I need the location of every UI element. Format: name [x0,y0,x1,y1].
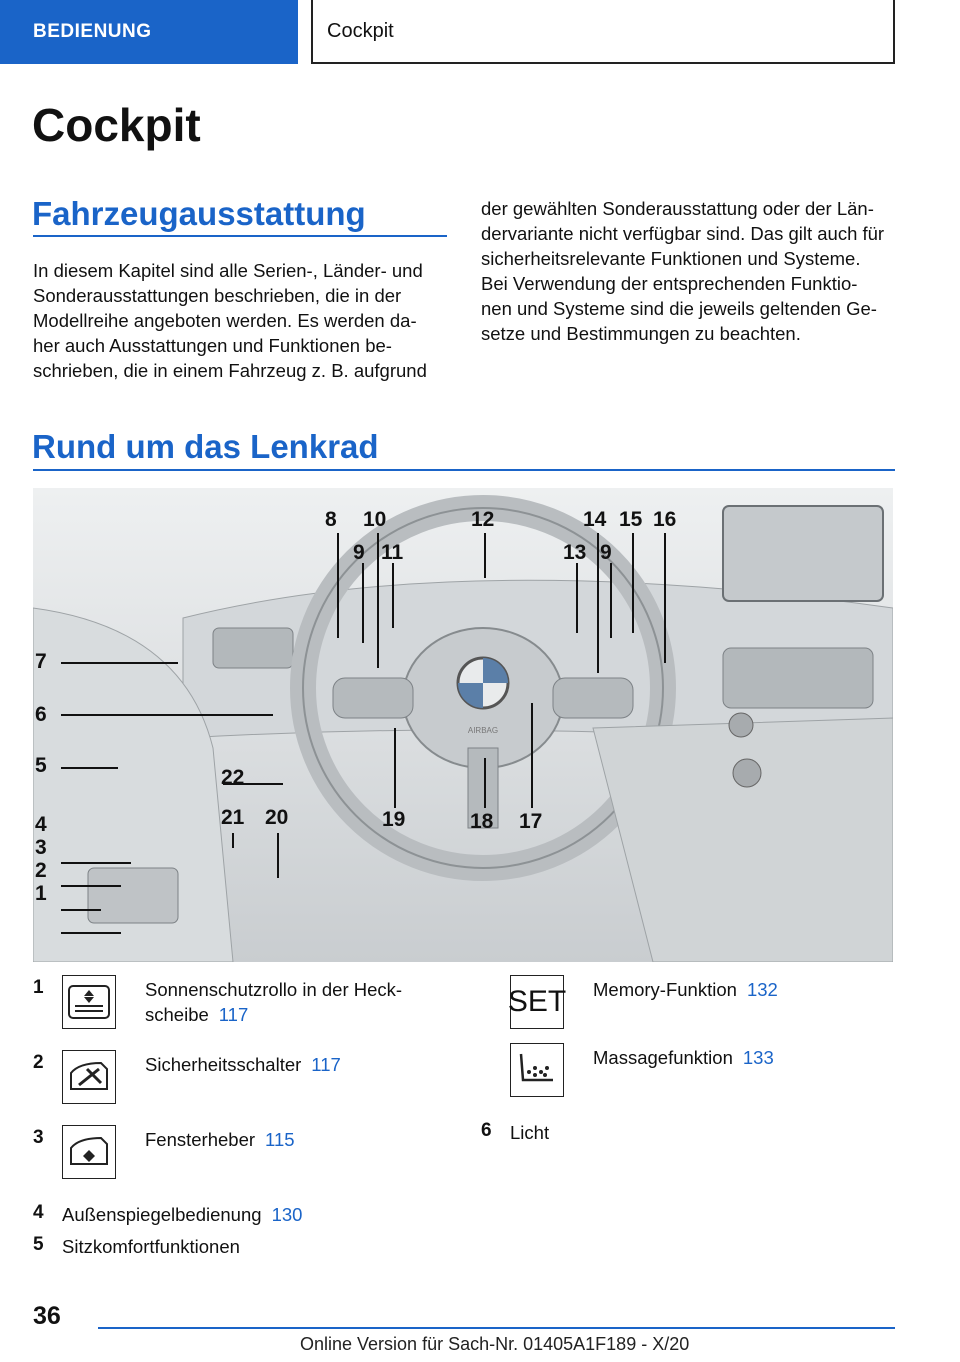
page-ref-link[interactable]: 130 [271,1204,303,1225]
heading-rule [33,235,447,237]
text-line: In diesem Kapitel sind alle Serien-, Länder- und [33,260,423,281]
heading-rule [33,469,895,471]
callout-5: 5 [35,754,47,777]
sunshade-rear-icon [62,975,116,1029]
callout-19: 19 [382,808,406,831]
intro-column-2 [481,196,884,346]
legend-num: 1 [33,977,44,998]
text-line: her auch Ausstattungen und Funktionen be- [33,335,392,356]
page-ref-link[interactable]: 117 [311,1054,341,1075]
memory-set-icon: SET [510,975,564,1029]
legend-text: Licht [510,1122,550,1143]
callout-14: 14 [583,508,607,531]
legend-num: 6 [481,1120,492,1141]
callout-11: 11 [381,541,404,564]
cockpit-illustration [33,488,893,962]
page-title: Cockpit [32,99,201,151]
callout-16: 16 [653,508,677,531]
legend-text: Sonnenschutzrollo in der Heck- [145,979,403,1000]
callout-9: 9 [353,541,365,564]
section-heading-steering: Rund um das Lenkrad [32,428,379,465]
text-line: der gewählten Sonderausstattung oder der Län- [481,198,874,219]
legend-text: Massagefunktion [593,1047,733,1068]
page-ref-link[interactable]: 117 [218,1004,249,1025]
callout-8: 8 [325,508,337,531]
section-tab: BEDIENUNG [0,0,298,64]
callout-17: 17 [519,810,543,833]
legend-num: 5 [33,1234,44,1255]
legend-item-1 [145,977,402,1027]
callout-1: 1 [35,882,47,905]
footer-rule [98,1327,895,1329]
callout-21: 21 [221,806,245,829]
callout-4: 4 [35,813,47,836]
callout-15: 15 [619,508,643,531]
intro-column-1 [33,258,427,383]
callout-10: 10 [363,508,387,531]
legend-item-6 [510,1120,549,1145]
callout-3: 3 [35,836,47,859]
text-line: Sonderausstattungen beschrieben, die in der [33,285,402,306]
footer-text: Online Version für Sach-Nr. 01405A1F189 - X/20 [300,1334,690,1354]
legend-text: Memory-Funktion [593,979,737,1000]
callout-7: 7 [35,650,47,673]
legend-text: Außenspiegelbedienung [62,1204,262,1225]
window-lift-icon [62,1125,116,1179]
callout-12: 12 [471,508,495,531]
airbag-label: AIRBAG [467,726,499,735]
legend-item-5 [62,1234,240,1259]
legend-item-3 [145,1127,295,1152]
text-line: sicherheitsrelevante Funktionen und Systeme. [481,248,861,269]
callout-9b: 9 [600,541,612,564]
legend-text: Fensterheber [145,1129,256,1150]
callout-18: 18 [470,810,494,833]
legend-item-4 [62,1202,302,1227]
callout-22: 22 [221,766,245,789]
text-line: Modellreihe angeboten werden. Es werden da- [33,310,417,331]
legend-item-2 [145,1052,341,1077]
page-ref-link[interactable]: 132 [746,979,778,1000]
callout-20: 20 [265,806,289,829]
page-number: 36 [33,1302,61,1330]
legend-num: 4 [33,1202,44,1223]
callout-2: 2 [35,859,47,882]
legend-num: 3 [33,1127,44,1148]
massage-icon [510,1043,564,1097]
text-line: Bei Verwendung der entsprechenden Funktio- [481,273,858,294]
text-line: nen und Systeme sind die jeweils geltenden Ge- [481,298,877,319]
safety-switch-icon [62,1050,116,1104]
text-line: dervariante nicht verfügbar sind. Das gilt auch für [481,223,885,244]
legend-item-memory [593,977,778,1002]
page-ref-link[interactable]: 133 [742,1047,774,1068]
chapter-label: Cockpit [311,0,895,64]
page-ref-link[interactable]: 115 [265,1129,295,1150]
legend-num: 2 [33,1052,44,1073]
legend-text: scheibe [145,1004,209,1025]
section-heading-equipment: Fahrzeugausstattung [32,195,366,232]
callout-6: 6 [35,703,47,726]
text-line: schrieben, die in einem Fahrzeug z. B. aufgrund [33,360,427,381]
callout-13: 13 [563,541,587,564]
legend-text: Sicherheitsschalter [145,1054,302,1075]
legend-item-massage [593,1045,774,1070]
text-line: setze und Bestimmungen zu beachten. [481,323,801,344]
legend-text: Sitzkomfortfunktionen [62,1236,240,1257]
cockpit-drawing [33,488,893,962]
